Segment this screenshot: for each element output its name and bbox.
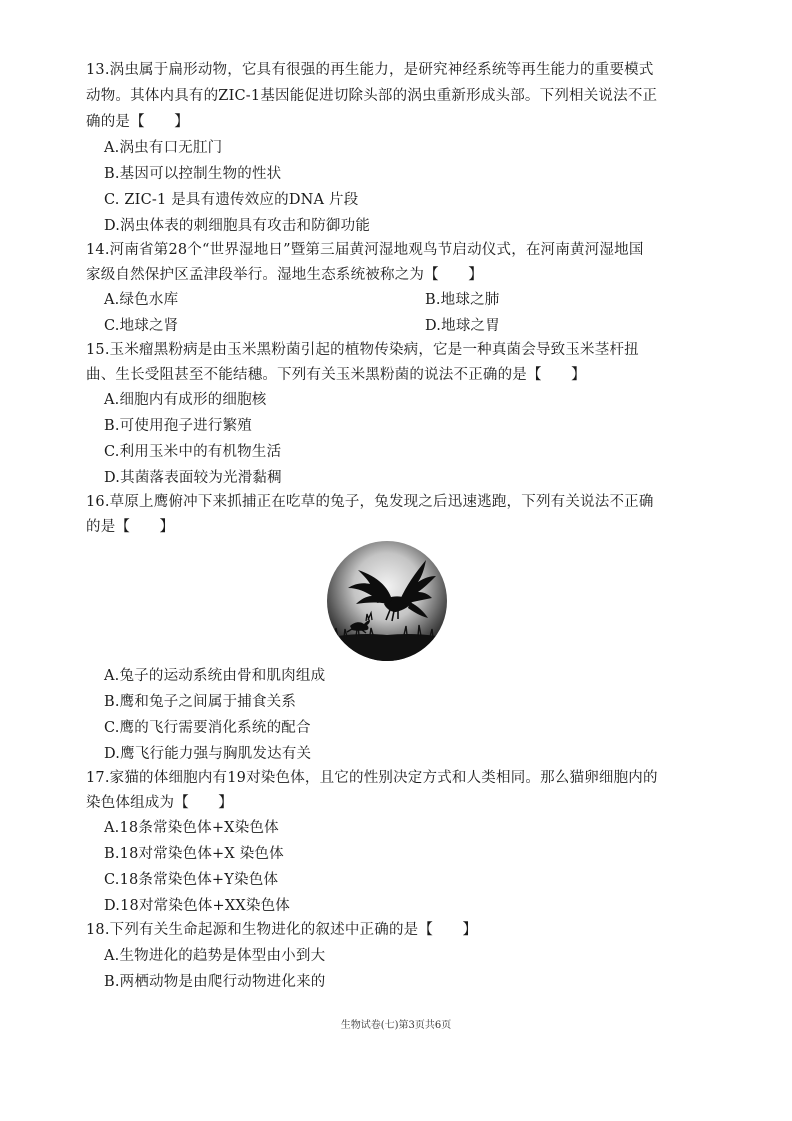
q16-option-c: C.鹰的飞行需要消化系统的配合 — [104, 720, 311, 736]
q14-stem-line-2: 家级自然保护区孟津段举行。湿地生态系统被称之为【 】 — [86, 267, 483, 283]
q15-option-c: C.利用玉米中的有机物生活 — [104, 444, 282, 460]
q13-option-c: C. ZIC-1 是具有遗传效应的DNA 片段 — [104, 192, 359, 208]
q17-option-c: C.18条常染色体+Y染色体 — [104, 872, 279, 888]
q14-option-c: C.地球之肾 — [104, 318, 179, 334]
q13-stem-line-1: 13.涡虫属于扁形动物，它具有很强的再生能力，是研究神经系统等再生能力的重要模式 — [86, 62, 654, 78]
page-footer: 生物试卷(七)第3页共6页 — [340, 1020, 452, 1031]
q15-stem-line-2: 曲、生长受阻甚至不能结穗。下列有关玉米黑粉菌的说法不正确的是【 】 — [86, 367, 586, 383]
q17-option-b: B.18对常染色体+X 染色体 — [104, 846, 284, 862]
q15-option-a: A.细胞内有成形的细胞核 — [104, 392, 267, 408]
q18-option-b: B.两栖动物是由爬行动物进化来的 — [104, 974, 326, 990]
q17-stem-line-1: 17.家猫的体细胞内有19对染色体，且它的性别决定方式和人类相同。那么猫卵细胞内的 — [86, 770, 658, 786]
q14-option-b: B.地球之肺 — [425, 292, 500, 308]
q16-option-a: A.兔子的运动系统由骨和肌肉组成 — [104, 668, 326, 684]
q16-stem-line-2: 的是【 】 — [86, 519, 175, 535]
q18-option-a: A.生物进化的趋势是体型由小到大 — [104, 948, 326, 964]
q13-option-a: A.涡虫有口无肛门 — [104, 140, 223, 156]
q17-option-d: D.18对常染色体+XX染色体 — [104, 898, 290, 914]
q15-option-b: B.可使用孢子进行繁殖 — [104, 418, 252, 434]
q17-stem-line-2: 染色体组成为【 】 — [86, 795, 233, 811]
q16-stem-line-1: 16.草原上鹰俯冲下来抓捕正在吃草的兔子，兔发现之后迅速逃跑，下列有关说法不正确 — [86, 494, 654, 510]
q15-option-d: D.其菌落表面较为光滑黏稠 — [104, 470, 282, 486]
q13-stem-line-2: 动物。其体内具有的ZIC-1基因能促进切除头部的涡虫重新形成头部。下列相关说法不正 — [86, 88, 658, 104]
q14-option-a: A.绿色水库 — [104, 292, 179, 308]
q13-option-b: B.基因可以控制生物的性状 — [104, 166, 282, 182]
q14-stem-line-1: 14.河南省第28个“世界湿地日”暨第三届黄河湿地观鸟节启动仪式，在河南黄河湿地国 — [86, 242, 644, 258]
q17-option-a: A.18条常染色体+X染色体 — [104, 820, 279, 836]
q16-option-d: D.鹰飞行能力强与胸肌发达有关 — [104, 746, 312, 762]
q13-option-d: D.涡虫体表的刺细胞具有攻击和防御功能 — [104, 218, 371, 234]
q16-option-b: B.鹰和兔子之间属于捕食关系 — [104, 694, 297, 710]
q14-option-d: D.地球之胃 — [425, 318, 500, 334]
q15-stem-line-1: 15.玉米瘤黑粉病是由玉米黑粉菌引起的植物传染病，它是一种真菌会导致玉米茎杆扭 — [86, 342, 639, 358]
eagle-rabbit-icon — [326, 540, 448, 662]
eagle-hunting-rabbit-illustration — [326, 540, 448, 662]
q18-stem-line-1: 18.下列有关生命起源和生物进化的叙述中正确的是【 】 — [86, 922, 478, 938]
q13-stem-line-3: 确的是【 】 — [86, 114, 189, 130]
